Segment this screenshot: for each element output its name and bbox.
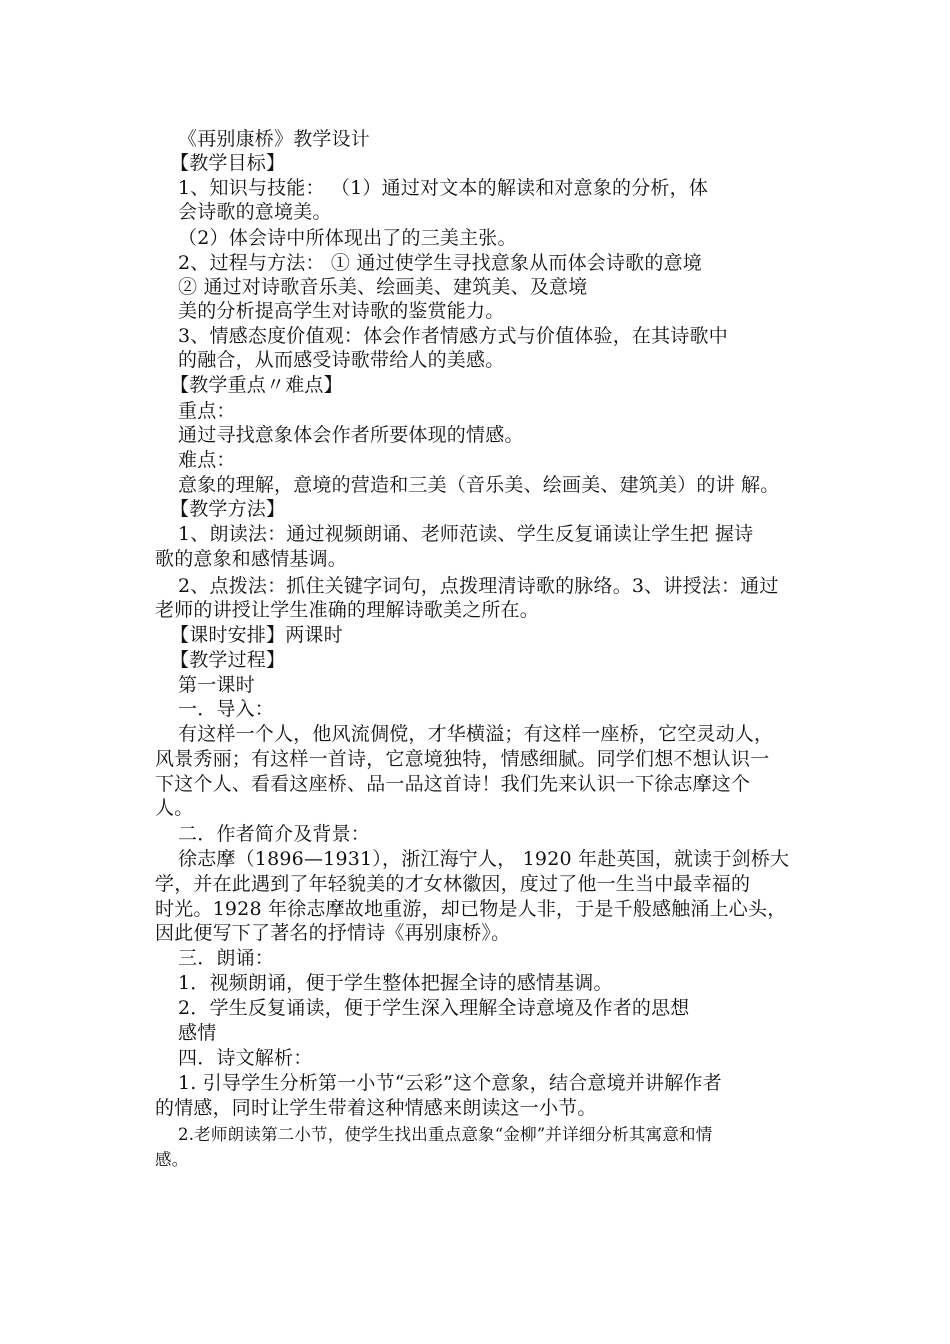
- text-line: 2、过程与方法： ① 通过使学生寻找意象从而体会诗歌的意境: [178, 252, 702, 274]
- text-line: ② 通过对诗歌音乐美、绘画美、建筑美、及意境: [178, 276, 588, 298]
- text-line: 下这个人、看看这座桥、品一品这首诗！我们先来认识一下徐志摩这个: [155, 773, 751, 795]
- text-line: （2）体会诗中所体现出了的三美主张。: [178, 227, 517, 249]
- document-title: 《再别康桥》教学设计: [178, 128, 371, 150]
- text-line: 四．诗文解析：: [178, 1047, 313, 1069]
- text-line: 意象的理解，意境的营造和三美（音乐美、绘画美、建筑美）的讲 解。: [178, 474, 780, 496]
- text-line: 1、朗读法：通过视频朗诵、老师范读、学生反复诵读让学生把 握诗: [178, 523, 754, 545]
- section-heading-methods: 【教学方法】: [170, 498, 286, 520]
- text-line: 2、点拨法：抓住关键字词句，点拨理清诗歌的脉络。3、讲授法：通过: [178, 575, 779, 597]
- text-line: 的情感，同时让学生带着这种情感来朗读这一小节。: [155, 1097, 597, 1119]
- text-line: 风景秀丽；有这样一首诗，它意境独特，情感细腻。同学们想不想认识一: [155, 748, 770, 770]
- text-line: 感。: [155, 1150, 189, 1169]
- section-heading-process: 【教学过程】: [170, 649, 286, 671]
- text-line: 徐志摩（1896—1931），浙江海宁人， 1920 年赴英国，就读于剑桥大: [178, 848, 790, 870]
- text-line: 歌的意象和感情基调。: [155, 548, 348, 570]
- text-line: 人。: [155, 797, 194, 819]
- text-line: 因此便写下了著名的抒情诗《再别康桥》。: [155, 922, 511, 944]
- text-line: 1、知识与技能： （1）通过对文本的解读和对意象的分析，体: [178, 177, 709, 199]
- text-line: 感情: [178, 1022, 217, 1044]
- text-line: 2.老师朗读第二小节，使学生找出重点意象“金柳”并详细分析其寓意和情: [178, 1125, 713, 1144]
- text-line: 第一课时: [178, 674, 255, 696]
- text-line: 1. 引导学生分析第一小节“云彩”这个意象，结合意境并讲解作者: [178, 1072, 722, 1094]
- text-line: 老师的讲授让学生准确的理解诗歌美之所在。: [155, 599, 540, 621]
- text-line: 会诗歌的意境美。: [178, 201, 332, 223]
- section-heading-schedule: 【课时安排】两课时: [170, 624, 343, 646]
- text-line: 时光。1928 年徐志摩故地重游，却已物是人非，于是千般感触涌上心头，: [155, 898, 787, 920]
- text-line: 一．导入：: [178, 698, 275, 720]
- text-line: 1．视频朗诵，便于学生整体把握全诗的感情基调。: [178, 972, 613, 994]
- text-line: 美的分析提高学生对诗歌的鉴赏能力。: [178, 300, 505, 322]
- section-heading-objectives: 【教学目标】: [170, 152, 286, 174]
- text-line: 有这样一个人，他风流倜傥，才华横溢；有这样一座桥，它空灵动人，: [178, 723, 774, 745]
- text-line: 通过寻找意象体会作者所要体现的情感。: [178, 424, 524, 446]
- text-line: 难点：: [178, 449, 236, 471]
- text-line: 重点：: [178, 400, 236, 422]
- section-heading-key-points: 【教学重点〃难点】: [170, 374, 343, 396]
- text-line: 三．朗诵：: [178, 947, 275, 969]
- text-line: 2．学生反复诵读，便于学生深入理解全诗意境及作者的思想: [178, 997, 690, 1019]
- text-line: 3、情感态度价值观：体会作者情感方式与价值体验，在其诗歌中: [178, 325, 728, 347]
- text-line: 二．作者简介及背景：: [178, 823, 371, 845]
- text-line: 的融合，从而感受诗歌带给人的美感。: [178, 349, 505, 371]
- text-line: 学，并在此遇到了年轻貌美的才女林徽因，度过了他一生当中最幸福的: [155, 873, 751, 895]
